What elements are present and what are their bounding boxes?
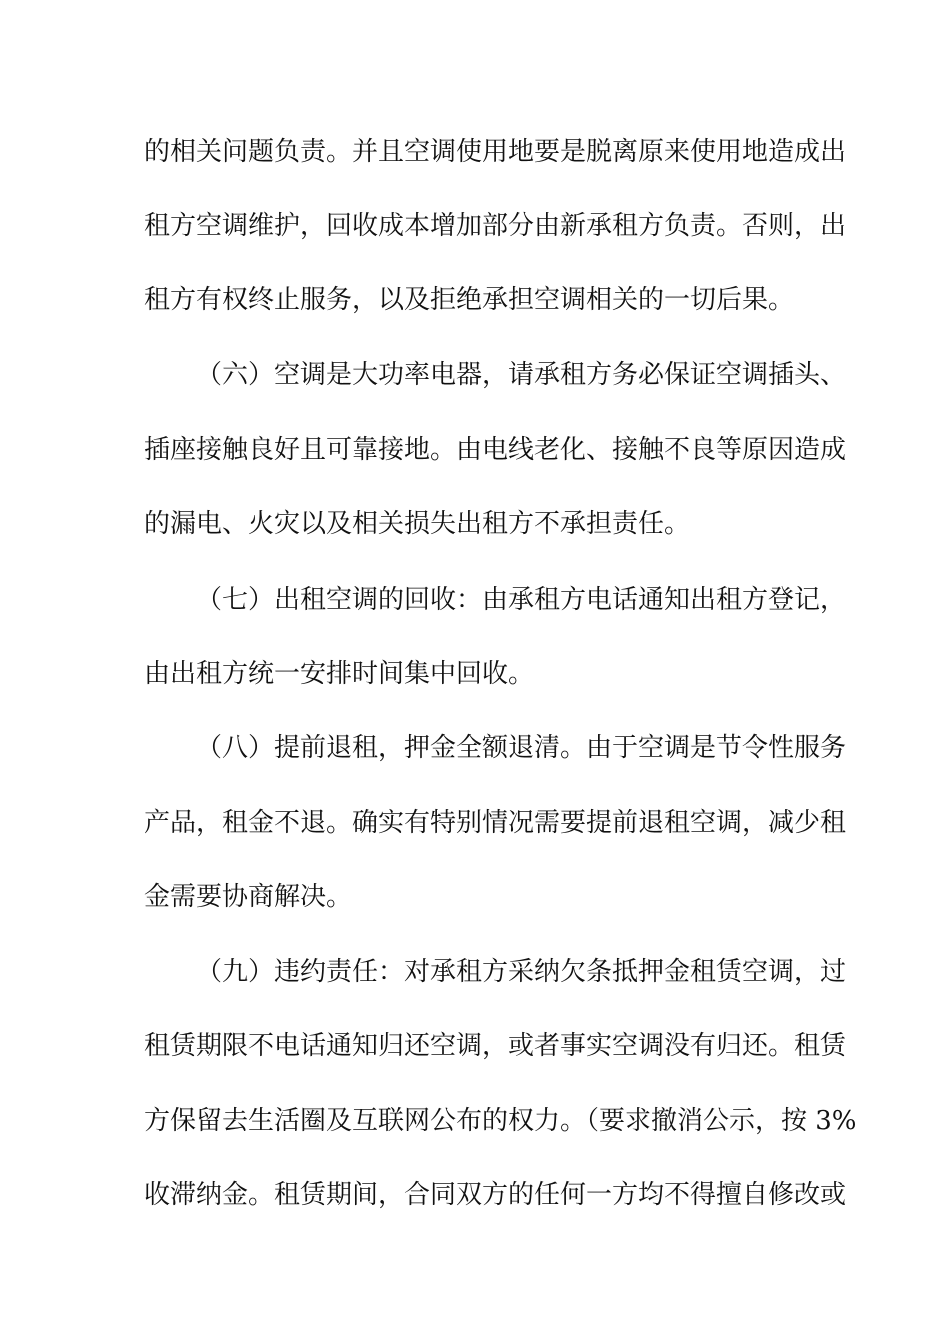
text-line: 金需要协商解决。 xyxy=(144,882,353,912)
text-line: 由出租方统一安排时间集中回收。 xyxy=(144,659,535,689)
text-line: 租赁期限不电话通知归还空调，或者事实空调没有归还。租赁 xyxy=(144,1031,847,1061)
text-line: 租方有权终止服务，以及拒绝承担空调相关的一切后果。 xyxy=(144,285,795,315)
text-line: 租方空调维护，回收成本增加部分由新承租方负责。否则，出 xyxy=(144,211,847,241)
text-line: 方保留去生活圈及互联网公布的权力。（要求撤消公示，按 3% xyxy=(144,1106,857,1136)
text-line: 的相关问题负责。并且空调使用地要是脱离原来使用地造成出 xyxy=(144,137,847,167)
text-line: 产品，租金不退。确实有特别情况需要提前退租空调，减少租 xyxy=(144,808,847,838)
text-line: 收滞纳金。租赁期间，合同双方的任何一方均不得擅自修改或 xyxy=(144,1180,847,1210)
text-line: 插座接触良好且可靠接地。由电线老化、接触不良等原因造成 xyxy=(144,435,847,465)
paragraph-six-first-line: （六）空调是大功率电器，请承租方务必保证空调插头、 xyxy=(196,360,847,390)
paragraph-nine-first-line: （九）违约责任：对承租方采纳欠条抵押金租赁空调，过 xyxy=(196,957,847,987)
paragraph-seven-first-line: （七）出租空调的回收：由承租方电话通知出租方登记， xyxy=(196,585,847,615)
paragraph-eight-first-line: （八）提前退租，押金全额退清。由于空调是节令性服务 xyxy=(196,733,847,763)
text-line: 的漏电、火灾以及相关损失出租方不承担责任。 xyxy=(144,509,691,539)
